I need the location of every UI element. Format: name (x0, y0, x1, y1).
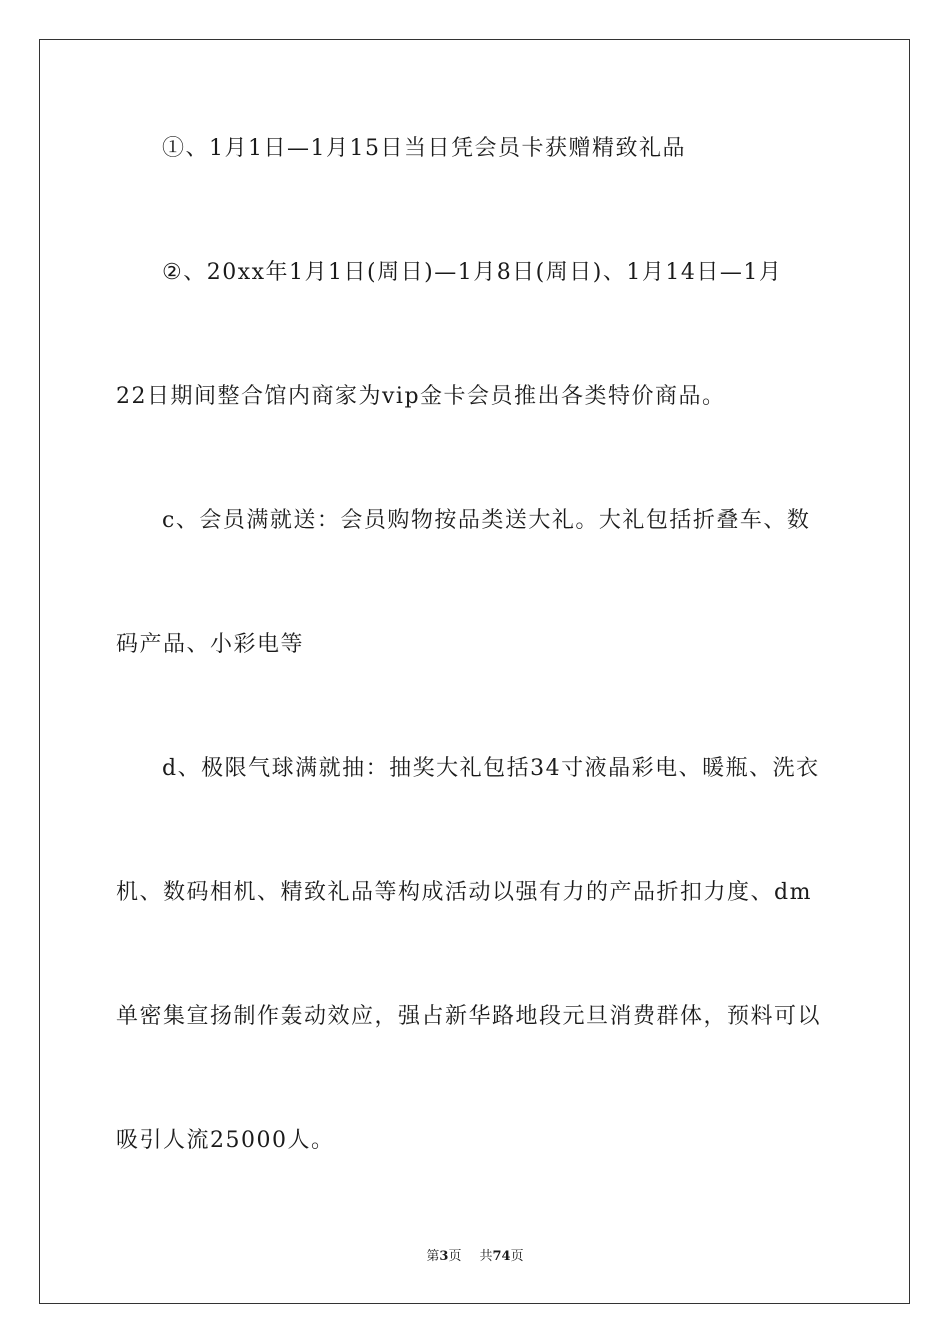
page-border (39, 39, 910, 1304)
footer-page-prefix: 第 (426, 1249, 440, 1264)
body-line-1: ①、1月1日—1月15日当日凭会员卡获赠精致礼品 (162, 136, 686, 161)
body-line-2: ②、20xx年1月1日(周日)—1月8日(周日)、1月14日—1月 (162, 260, 783, 285)
footer-total-pages: 74 (492, 1249, 511, 1264)
body-line-5: 码产品、小彩电等 (116, 632, 305, 657)
body-line-3: 22日期间整合馆内商家为vip金卡会员推出各类特价商品。 (116, 384, 726, 409)
body-line-8: 单密集宣扬制作轰动效应，强占新华路地段元旦消费群体，预料可以 (116, 1004, 822, 1029)
body-line-4: c、会员满就送：会员购物按品类送大礼。大礼包括折叠车、数 (162, 508, 811, 533)
body-line-7: 机、数码相机、精致礼品等构成活动以强有力的产品折扣力度、dm (116, 880, 812, 905)
body-line-6: d、极限气球满就抽：抽奖大礼包括34寸液晶彩电、暖瓶、洗衣 (162, 756, 820, 781)
footer-total-suffix: 页 (510, 1249, 524, 1264)
body-line-9: 吸引人流25000人。 (116, 1128, 335, 1153)
footer-page-suffix: 页 (448, 1249, 462, 1264)
page-footer (0, 1248, 950, 1266)
footer-current-page: 3 (439, 1249, 449, 1264)
footer-total-prefix: 共 (479, 1249, 493, 1264)
